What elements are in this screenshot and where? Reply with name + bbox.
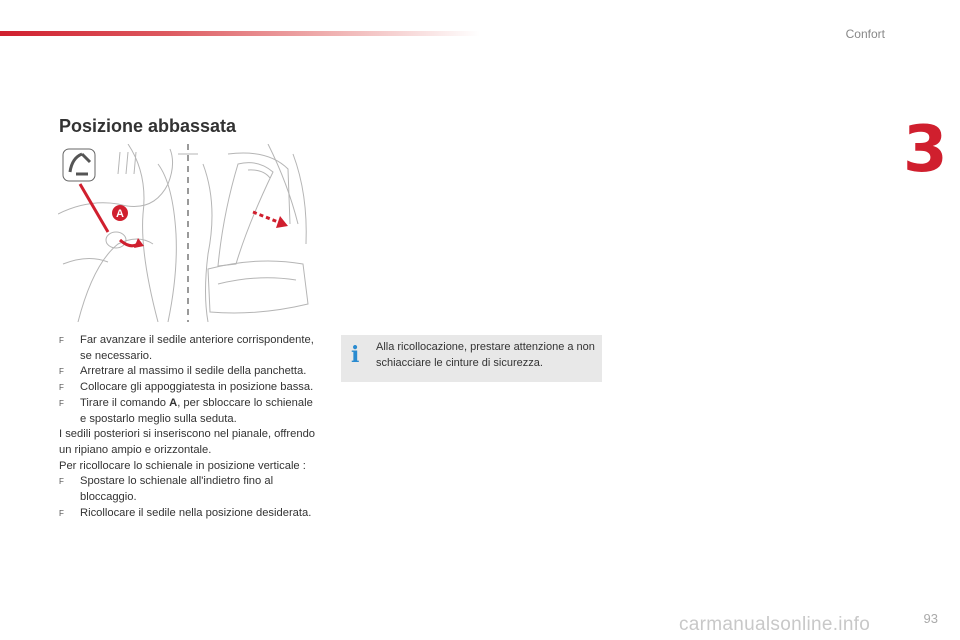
bullet-icon: F	[59, 383, 64, 393]
seat-illustration	[58, 144, 318, 322]
step-text	[80, 396, 319, 427]
info-icon: i	[351, 342, 360, 368]
bullet-icon: F	[59, 477, 64, 487]
seat-fold-pictogram-icon	[63, 149, 95, 181]
step-suffix: , per sbloccare lo schienale e spostarlo meglio sulla seduta.	[80, 396, 313, 425]
step-text: Collocare gli appoggiatesta in posizione bassa.	[80, 381, 314, 394]
list-item	[59, 474, 319, 505]
header-accent-bar	[0, 31, 480, 36]
step-text: Ricollocare il sedile nella posizione desiderata.	[80, 506, 312, 519]
list-item	[59, 396, 319, 427]
step-text: Spostare lo schienale all'indietro fino al bloccaggio.	[80, 475, 274, 504]
page-title: Posizione abbassata	[59, 116, 237, 136]
info-text: Alla ricollocazione, prestare attenzione a non schiacciare le cinture di sicurezza.	[376, 341, 595, 369]
bullet-icon: F	[59, 367, 64, 377]
bullet-icon: F	[59, 336, 64, 345]
bullet-icon: F	[59, 398, 64, 408]
step-text: Far avanzare il sedile anteriore corrispondente, se necessario.	[80, 334, 314, 362]
watermark: carmanualsonline.info	[679, 614, 871, 635]
section-title: Confort	[845, 27, 885, 41]
page-number: 93	[923, 611, 938, 626]
list-item	[59, 364, 319, 380]
chapter-number: 3	[903, 113, 948, 187]
paragraph: Per ricollocare lo schienale in posizione verticale :	[59, 459, 306, 472]
step-text: Arretrare al massimo il sedile della panchetta.	[80, 365, 307, 378]
paragraph: I sedili posteriori si inseriscono nel pianale, offrendo un ripiano ampio e orizzontale.	[59, 428, 316, 456]
bullet-icon: F	[59, 508, 64, 518]
step-prefix: Tirare il comando	[80, 396, 170, 409]
list-item	[59, 333, 319, 364]
info-box	[341, 335, 602, 382]
list-item	[59, 506, 319, 522]
list-item	[59, 380, 319, 396]
callout-a-label: A	[116, 208, 124, 220]
control-a-label: A	[169, 396, 178, 409]
instructions	[59, 333, 319, 521]
